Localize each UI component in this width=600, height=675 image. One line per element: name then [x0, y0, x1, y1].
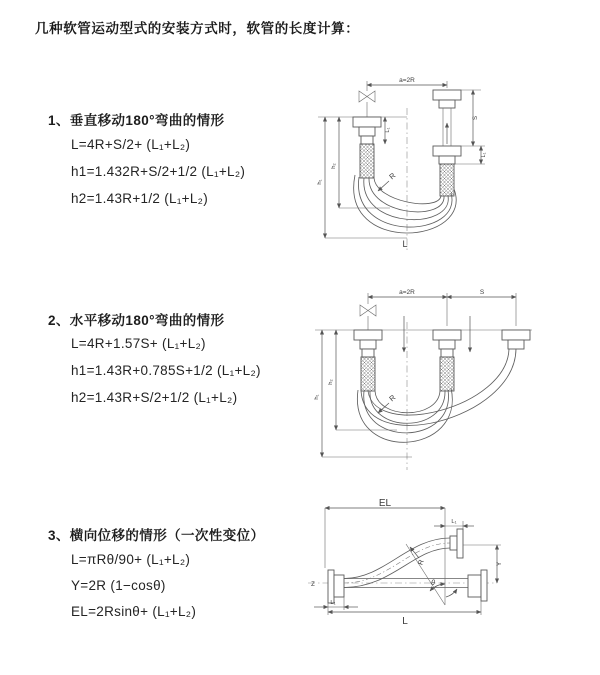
dim-label-S: S: [473, 115, 479, 121]
left-flange: [354, 330, 382, 357]
middle-flange: [433, 330, 461, 357]
dim-label-theta: θ: [431, 580, 435, 587]
section-1-formula-h1: h1=1.432R+S/2+1/2 (L₁+L₂): [71, 164, 246, 179]
dim-stroke-S: [447, 289, 516, 297]
right-braided-hose: [440, 164, 454, 196]
radius-callout: [378, 393, 398, 413]
dim-label-R: R: [387, 170, 398, 182]
dim-label-h1: h₁: [314, 394, 320, 400]
page-title: 几种软管运动型式的安装方式时，软管的长度计算：: [35, 21, 360, 36]
dim-label-fitting-top: L₁: [451, 519, 457, 525]
section-2-heading: 2、水平移动180°弯曲的情形: [48, 313, 225, 328]
section-3-formula-L: L=πRθ/90+ (L₁+L₂): [71, 552, 191, 567]
right-flange-upper: [433, 90, 461, 108]
right-stem: [443, 108, 451, 146]
dim-width-a2r: [368, 289, 516, 326]
right-flange: [468, 570, 487, 601]
dim-label-S: S: [479, 289, 485, 296]
radius-callout: [410, 547, 426, 566]
dim-label-fitting-left: L₁: [330, 600, 336, 606]
section-3-heading: 3、横向位移的情形（一次性变位）: [48, 528, 265, 543]
section-3-formula-EL: EL=2Rsinθ+ (L₁+L₂): [71, 604, 197, 619]
upper-flange: [450, 529, 463, 558]
dim-label-h2: h₂: [328, 379, 334, 385]
dim-extended-length: [325, 498, 445, 568]
left-braided-hose: [361, 357, 375, 391]
left-flange: [353, 117, 381, 144]
angle-construction: [406, 508, 457, 605]
dim-label-a2r: a=2R: [399, 289, 415, 296]
dim-label-EL: EL: [378, 498, 392, 509]
dim-label-fitting-right: L₁: [481, 152, 487, 158]
dim-label-a2r: a=2R: [399, 77, 415, 84]
section-2-formula-h1: h1=1.43R+0.785S+1/2 (L₁+L₂): [71, 363, 261, 378]
section-1-heading: 1、垂直移动180°弯曲的情形: [48, 113, 225, 128]
anchor-mark: Z: [311, 582, 315, 588]
middle-braided-hose: [440, 357, 454, 391]
section-2-formula-h2: h2=1.43R+S/2+1/2 (L₁+L₂): [71, 390, 238, 405]
dim-width-a2r: [367, 77, 447, 91]
section-2-formula-L: L=4R+1.57S+ (L₁+L₂): [71, 336, 206, 351]
left-braided-hose: [360, 144, 374, 178]
dim-label-h1: h₁: [317, 179, 323, 185]
dim-label-fitting-left: L₁: [385, 127, 391, 133]
dim-label-L: L: [402, 239, 408, 249]
dim-label-h2: h₂: [331, 163, 337, 169]
section-3-formula-Y: Y=2R (1−cosθ): [71, 578, 166, 593]
dim-label-L: L: [402, 616, 408, 627]
dim-fitting-left: [314, 597, 358, 610]
dim-label-R: R: [387, 392, 398, 404]
right-flange-lower: [433, 146, 461, 164]
right-flange: [502, 330, 530, 349]
hose-curves-moved: [361, 349, 516, 425]
dim-fitting-top: [434, 519, 474, 530]
section-1-formula-h2: h2=1.43R+1/2 (L₁+L₂): [71, 191, 209, 206]
diagram-lateral-displacement: [300, 498, 600, 658]
dim-label-Y: Y: [496, 561, 503, 567]
radius-callout: [378, 171, 398, 191]
left-flange: [328, 570, 344, 603]
diagram-vertical-180-bend: [315, 70, 590, 260]
diagram-horizontal-180-bend: [312, 282, 597, 477]
dim-label-R: R: [417, 558, 426, 567]
dim-fitting-left: [385, 117, 391, 144]
valve-icon: [360, 305, 376, 330]
section-1-formula-L: L=4R+S/2+ (L₁+L₂): [71, 137, 191, 152]
dim-length-L: [328, 601, 481, 627]
valve-icon: [359, 91, 375, 117]
dim-stroke-S: [461, 90, 485, 146]
